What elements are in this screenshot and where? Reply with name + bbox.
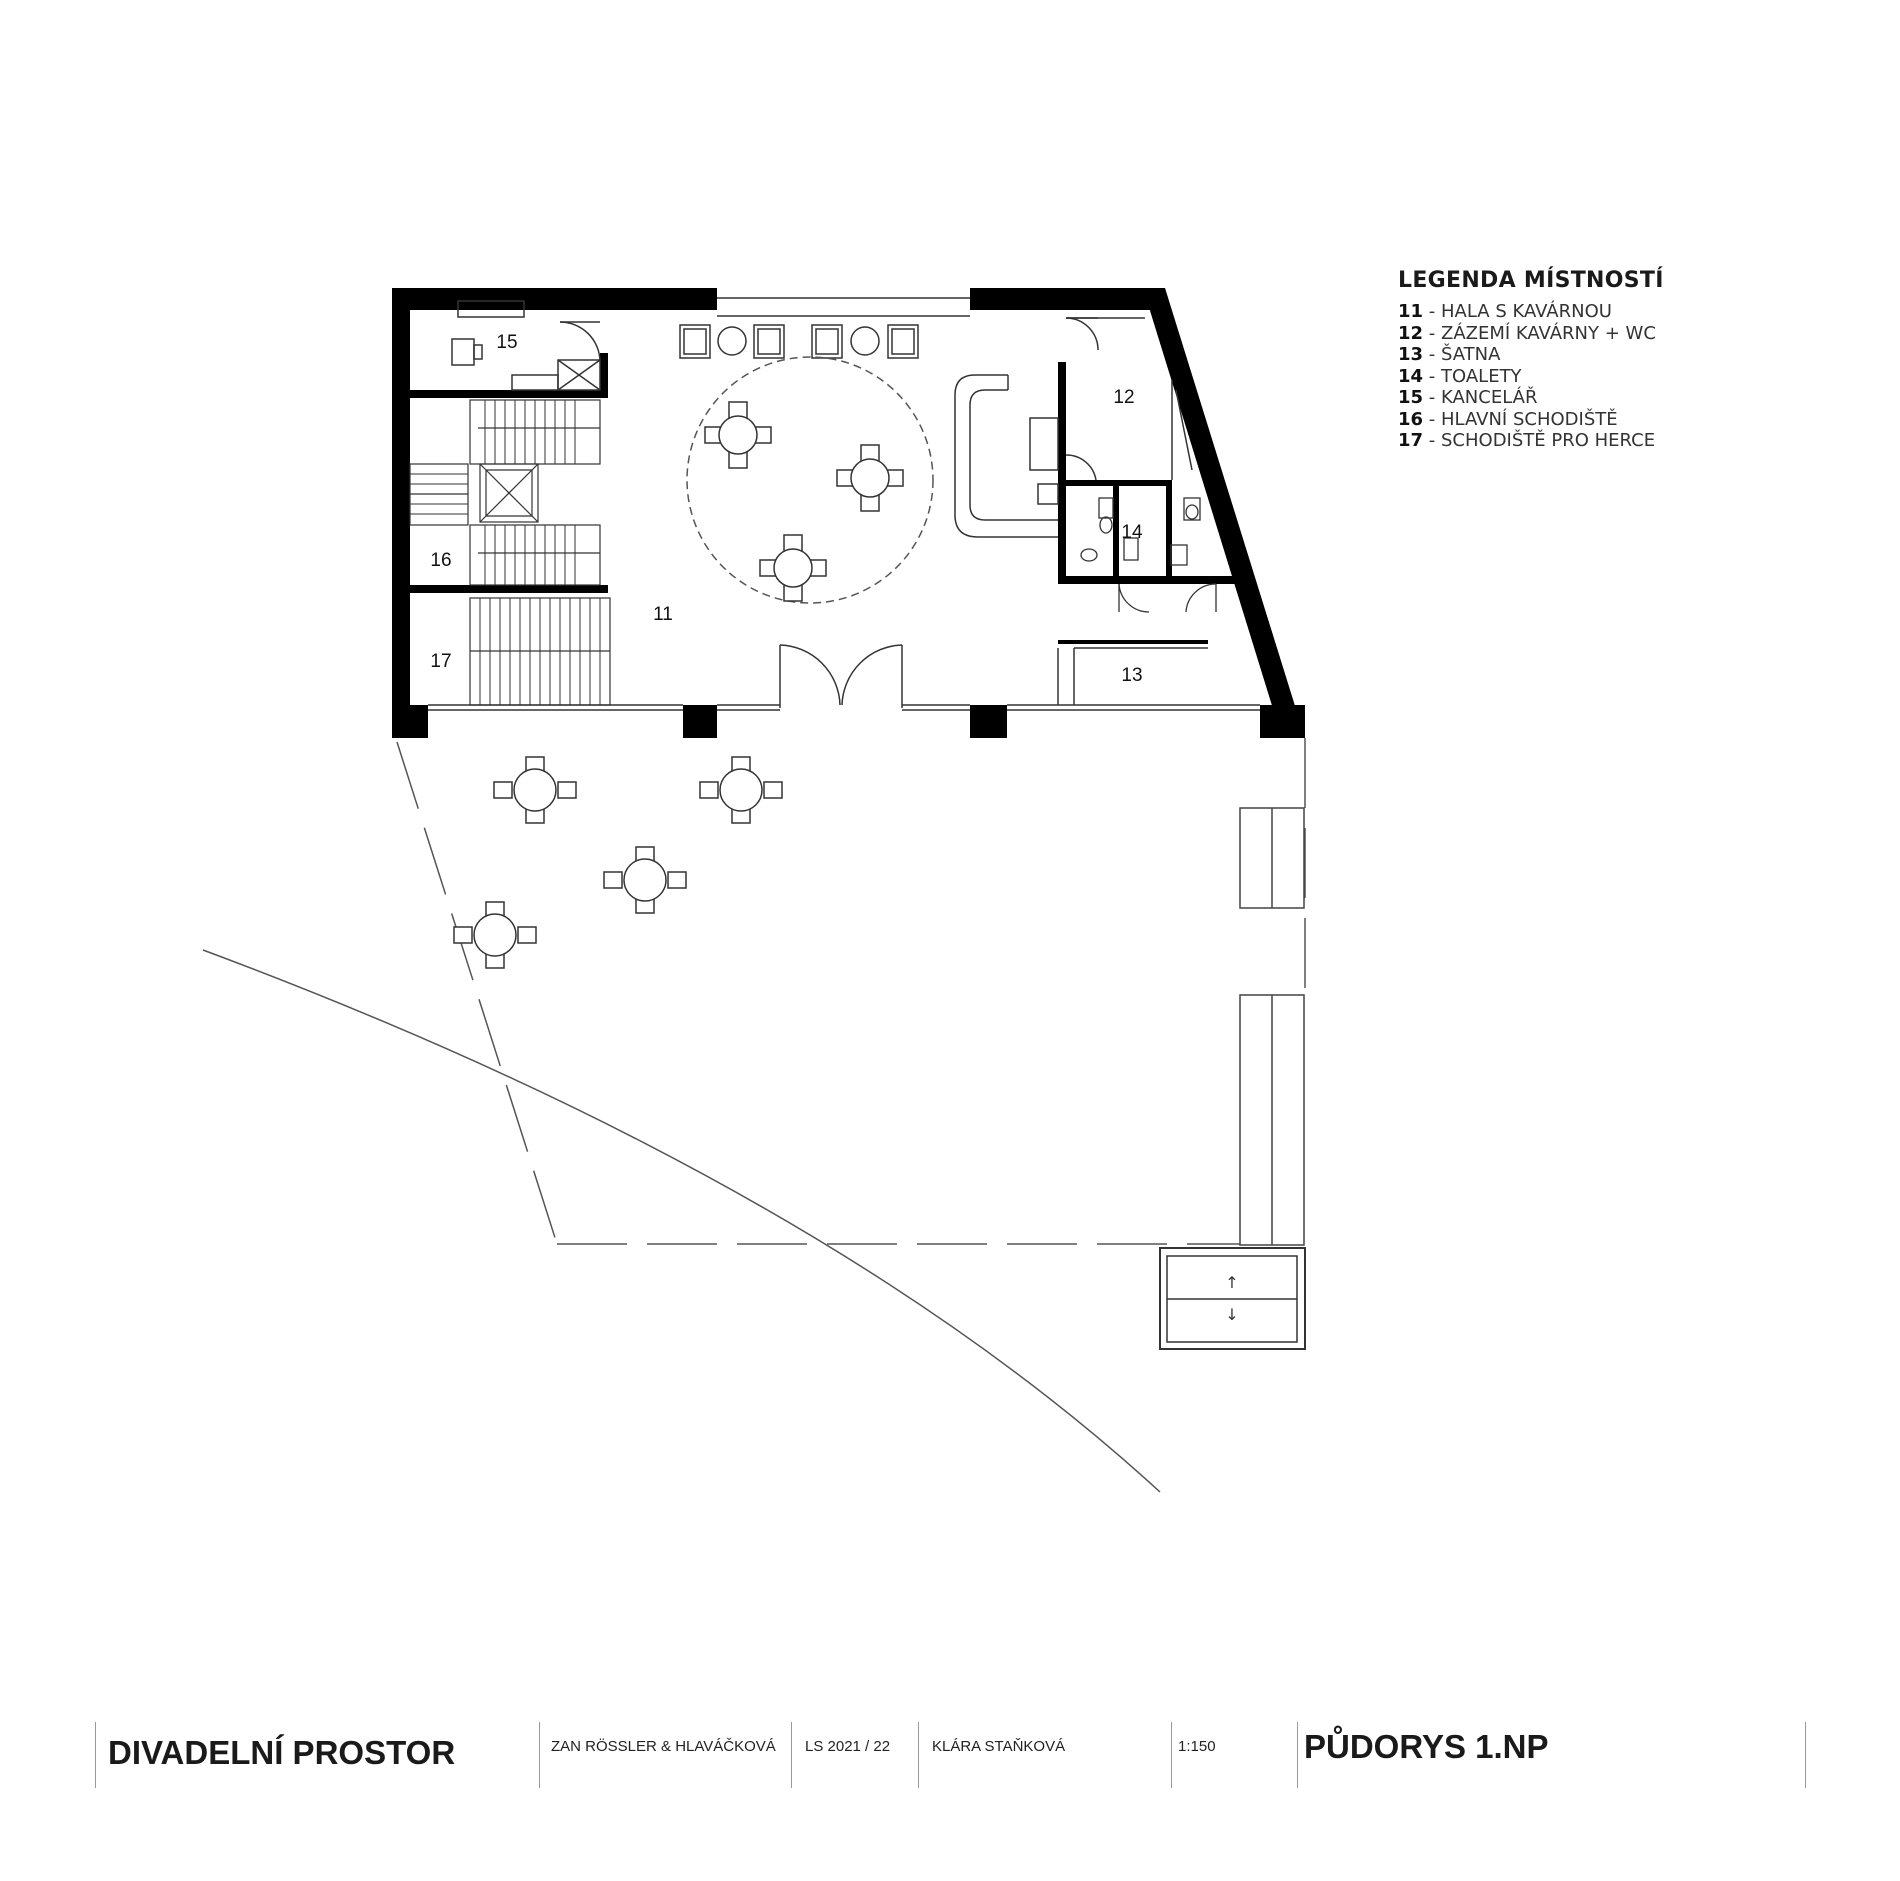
svg-text:↓: ↓ [1225, 1305, 1239, 1324]
title-block-divider [95, 1722, 96, 1788]
room-label-13: 13 [1121, 665, 1143, 686]
room-label-16: 16 [430, 550, 452, 571]
title-block-divider [791, 1722, 792, 1788]
svg-text:↑: ↑ [1225, 1273, 1239, 1292]
toilet-fixtures [1081, 498, 1216, 612]
legend-item: 13 - ŠATNA [1398, 344, 1501, 365]
legend-item: 17 - SCHODIŠTĚ PRO HERCE [1398, 430, 1656, 451]
title-block-divider [1805, 1722, 1806, 1788]
legend-item: 12 - ZÁZEMÍ KAVÁRNY + WC [1398, 322, 1656, 344]
title-block-divider [539, 1722, 540, 1788]
room-label-14: 14 [1121, 522, 1143, 543]
title-block-divider [918, 1722, 919, 1788]
office-furniture [452, 301, 600, 390]
room-label-15: 15 [496, 332, 518, 353]
room-label-17: 17 [430, 651, 452, 672]
studio-name: ZAN RÖSSLER & HLAVÁČKOVÁ [551, 1738, 776, 1755]
drawing-title: PŮDORYS 1.NP [1304, 1728, 1549, 1765]
legend-item: 14 - TOALETY [1398, 365, 1522, 387]
entrance-doors [780, 645, 902, 708]
legend-title: LEGENDA MÍSTNOSTÍ [1398, 268, 1664, 293]
title-block-divider [1297, 1722, 1298, 1788]
bar-counter [955, 375, 1058, 537]
drawing-scale: 1:150 [1178, 1738, 1216, 1755]
legend-item: 11 - HALA S KAVÁRNOU [1398, 301, 1612, 322]
terrace-benches [1240, 808, 1304, 1245]
semester: LS 2021 / 22 [805, 1738, 891, 1755]
legend-item: 15 - KANCELÁŘ [1398, 387, 1538, 408]
site-boundary-curve [203, 950, 1160, 1492]
project-title: DIVADELNÍ PROSTOR [108, 1734, 456, 1771]
title-block-divider [1171, 1722, 1172, 1788]
room-label-12: 12 [1113, 387, 1135, 408]
author-name: KLÁRA STAŇKOVÁ [932, 1738, 1066, 1755]
legend-item: 16 - HLAVNÍ SCHODIŠTĚ [1398, 408, 1618, 430]
room-legend [1398, 268, 1664, 452]
lounge-seating [680, 325, 918, 358]
legend-list [1398, 301, 1664, 452]
room-label-11: 11 [653, 604, 673, 625]
room-labels [430, 332, 1143, 686]
lift-platform [1160, 1248, 1305, 1349]
